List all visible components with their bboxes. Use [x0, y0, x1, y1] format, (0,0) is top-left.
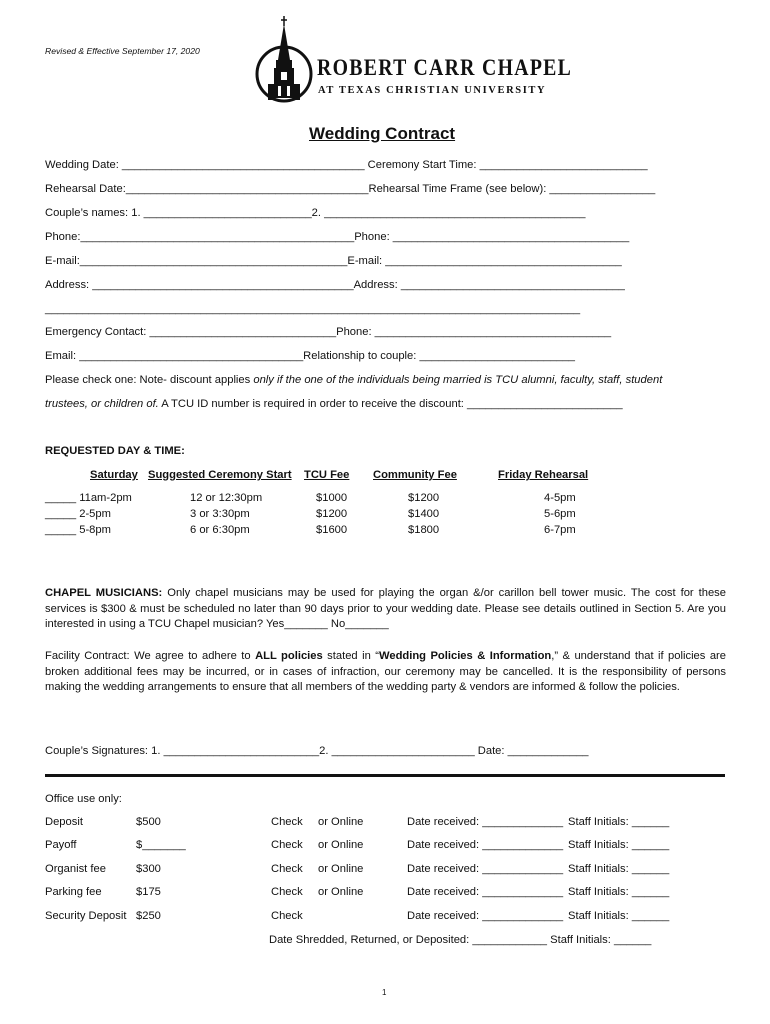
- date-received-field[interactable]: Date received: _____________: [407, 863, 564, 875]
- email-field[interactable]: E-mail:___________________________________________E-mail: ______________________________________: [45, 255, 622, 267]
- phone-field[interactable]: Phone:____________________________________________Phone: ______________________________________: [45, 231, 630, 243]
- slot-checkbox[interactable]: _____ 2-5pm: [45, 508, 111, 520]
- office-item: Payoff: [45, 839, 77, 851]
- online-option[interactable]: or Online: [318, 863, 364, 875]
- online-option[interactable]: or Online: [318, 886, 364, 898]
- address-continued-field[interactable]: ______________________________________________________________________________________: [45, 303, 581, 315]
- check-option[interactable]: Check: [271, 839, 303, 851]
- org-subtitle: AT TEXAS CHRISTIAN UNIVERSITY: [318, 85, 547, 96]
- discount-eligibility-cont: trustees, or children of.: [45, 398, 159, 410]
- check-option[interactable]: Check: [271, 886, 303, 898]
- office-amount: $300: [136, 863, 161, 875]
- col-header-saturday: Saturday: [90, 469, 138, 481]
- office-item: Security Deposit: [45, 910, 127, 922]
- divider: [45, 774, 725, 777]
- office-item: Organist fee: [45, 863, 106, 875]
- discount-eligibility: only if the one of the individuals being married is TCU alumni, faculty, staff, student: [253, 374, 663, 386]
- check-option[interactable]: Check: [271, 863, 303, 875]
- discount-note-line2[interactable]: [45, 398, 623, 410]
- discount-prefix: Please check one: Note- discount applies: [45, 374, 254, 386]
- policies-doc-title: Wedding Policies & Information: [378, 650, 552, 662]
- office-amount: $175: [136, 886, 161, 898]
- online-option[interactable]: or Online: [318, 816, 364, 828]
- facility-text: Facility Contract: We agree to adhere to: [45, 650, 256, 662]
- facility-text: stated in “: [322, 650, 379, 662]
- facility-text: ,” & understand that if policies are broken additional fees may be incurred, or in cases of infraction, our ceremony may be cancelled. It is the responsibility of persons making the wedding arrangements to ensure that all members of the wedding party & vendors are informed & follow the policies.: [45, 650, 726, 694]
- online-option[interactable]: or Online: [318, 839, 364, 851]
- ceremony-start: 6 or 6:30pm: [190, 524, 250, 536]
- staff-initials-field[interactable]: Staff Initials: ______: [568, 886, 670, 898]
- wedding-date-field[interactable]: Wedding Date: _______________________________________ Ceremony Start Time: ___________________________: [45, 159, 648, 171]
- community-fee: $1200: [408, 492, 440, 504]
- rehearsal-date-field[interactable]: Rehearsal Date:_______________________________________Rehearsal Time Frame (see below): _________________: [45, 183, 656, 195]
- office-item: Deposit: [45, 816, 83, 828]
- staff-initials-field[interactable]: Staff Initials: ______: [568, 863, 670, 875]
- col-header-community-fee: Community Fee: [373, 469, 457, 481]
- musicians-text: Only chapel musicians may be used for playing the organ &/or carillon bell tower music. The cost for these services is $300 & must be scheduled no later than 90 days prior to your wedding date. Please see details outlined in Section 5. Are you interested in using a TCU Chapel musician? Yes_______ No_______: [45, 587, 726, 631]
- signatures-field[interactable]: Couple’s Signatures: 1. _________________________2. _______________________ Date: _____________: [45, 745, 589, 757]
- office-amount: $500: [136, 816, 161, 828]
- org-name: ROBERT CARR CHAPEL: [317, 55, 573, 80]
- requested-heading: REQUESTED DAY & TIME:: [45, 445, 185, 457]
- page-title: Wedding Contract: [309, 124, 456, 143]
- chapel-musicians-paragraph[interactable]: [45, 586, 726, 633]
- facility-contract-paragraph: [45, 649, 726, 696]
- tcu-id-field[interactable]: A TCU ID number is required in order to receive the discount: _________________________: [158, 398, 623, 410]
- date-received-field[interactable]: Date received: _____________: [407, 886, 564, 898]
- shredded-returned-field[interactable]: Date Shredded, Returned, or Deposited: ____________ Staff Initials: ______: [269, 934, 652, 946]
- slot-checkbox[interactable]: _____ 11am-2pm: [45, 492, 132, 504]
- email-relationship-field[interactable]: Email: ____________________________________Relationship to couple: _________________________: [45, 350, 576, 362]
- office-item: Parking fee: [45, 886, 102, 898]
- tcu-fee: $1600: [316, 524, 348, 536]
- friday-rehearsal: 5-6pm: [544, 508, 576, 520]
- address-field[interactable]: Address: __________________________________________Address: ____________________________________: [45, 279, 625, 291]
- revised-date: Revised & Effective September 17, 2020: [45, 46, 200, 56]
- tcu-fee: $1200: [316, 508, 348, 520]
- check-option[interactable]: Check: [271, 910, 303, 922]
- date-received-field[interactable]: Date received: _____________: [407, 910, 564, 922]
- community-fee: $1400: [408, 508, 440, 520]
- office-amount[interactable]: $_______: [136, 839, 186, 851]
- community-fee: $1800: [408, 524, 440, 536]
- slot-checkbox[interactable]: _____ 5-8pm: [45, 524, 111, 536]
- musicians-label: CHAPEL MUSICIANS:: [45, 587, 163, 599]
- friday-rehearsal: 4-5pm: [544, 492, 576, 504]
- chapel-steeple-logo-icon: [252, 14, 316, 104]
- date-received-field[interactable]: Date received: _____________: [407, 816, 564, 828]
- date-received-field[interactable]: Date received: _____________: [407, 839, 564, 851]
- office-use-heading: Office use only:: [45, 793, 122, 805]
- office-amount: $250: [136, 910, 161, 922]
- col-header-ceremony-start: Suggested Ceremony Start: [148, 469, 292, 481]
- page-number: 1: [382, 988, 387, 997]
- all-policies-emphasis: ALL policies: [255, 650, 323, 662]
- col-header-tcu-fee: TCU Fee: [304, 469, 350, 481]
- friday-rehearsal: 6-7pm: [544, 524, 576, 536]
- discount-note-line1: [45, 374, 662, 386]
- ceremony-start: 3 or 3:30pm: [190, 508, 250, 520]
- staff-initials-field[interactable]: Staff Initials: ______: [568, 910, 670, 922]
- staff-initials-field[interactable]: Staff Initials: ______: [568, 816, 670, 828]
- tcu-fee: $1000: [316, 492, 348, 504]
- ceremony-start: 12 or 12:30pm: [190, 492, 263, 504]
- col-header-friday-rehearsal: Friday Rehearsal: [498, 469, 589, 481]
- couple-names-field[interactable]: Couple’s names: 1. ___________________________2. __________________________________________: [45, 207, 586, 219]
- check-option[interactable]: Check: [271, 816, 303, 828]
- staff-initials-field[interactable]: Staff Initials: ______: [568, 839, 670, 851]
- emergency-contact-field[interactable]: Emergency Contact: ______________________________Phone: ______________________________________: [45, 326, 612, 338]
